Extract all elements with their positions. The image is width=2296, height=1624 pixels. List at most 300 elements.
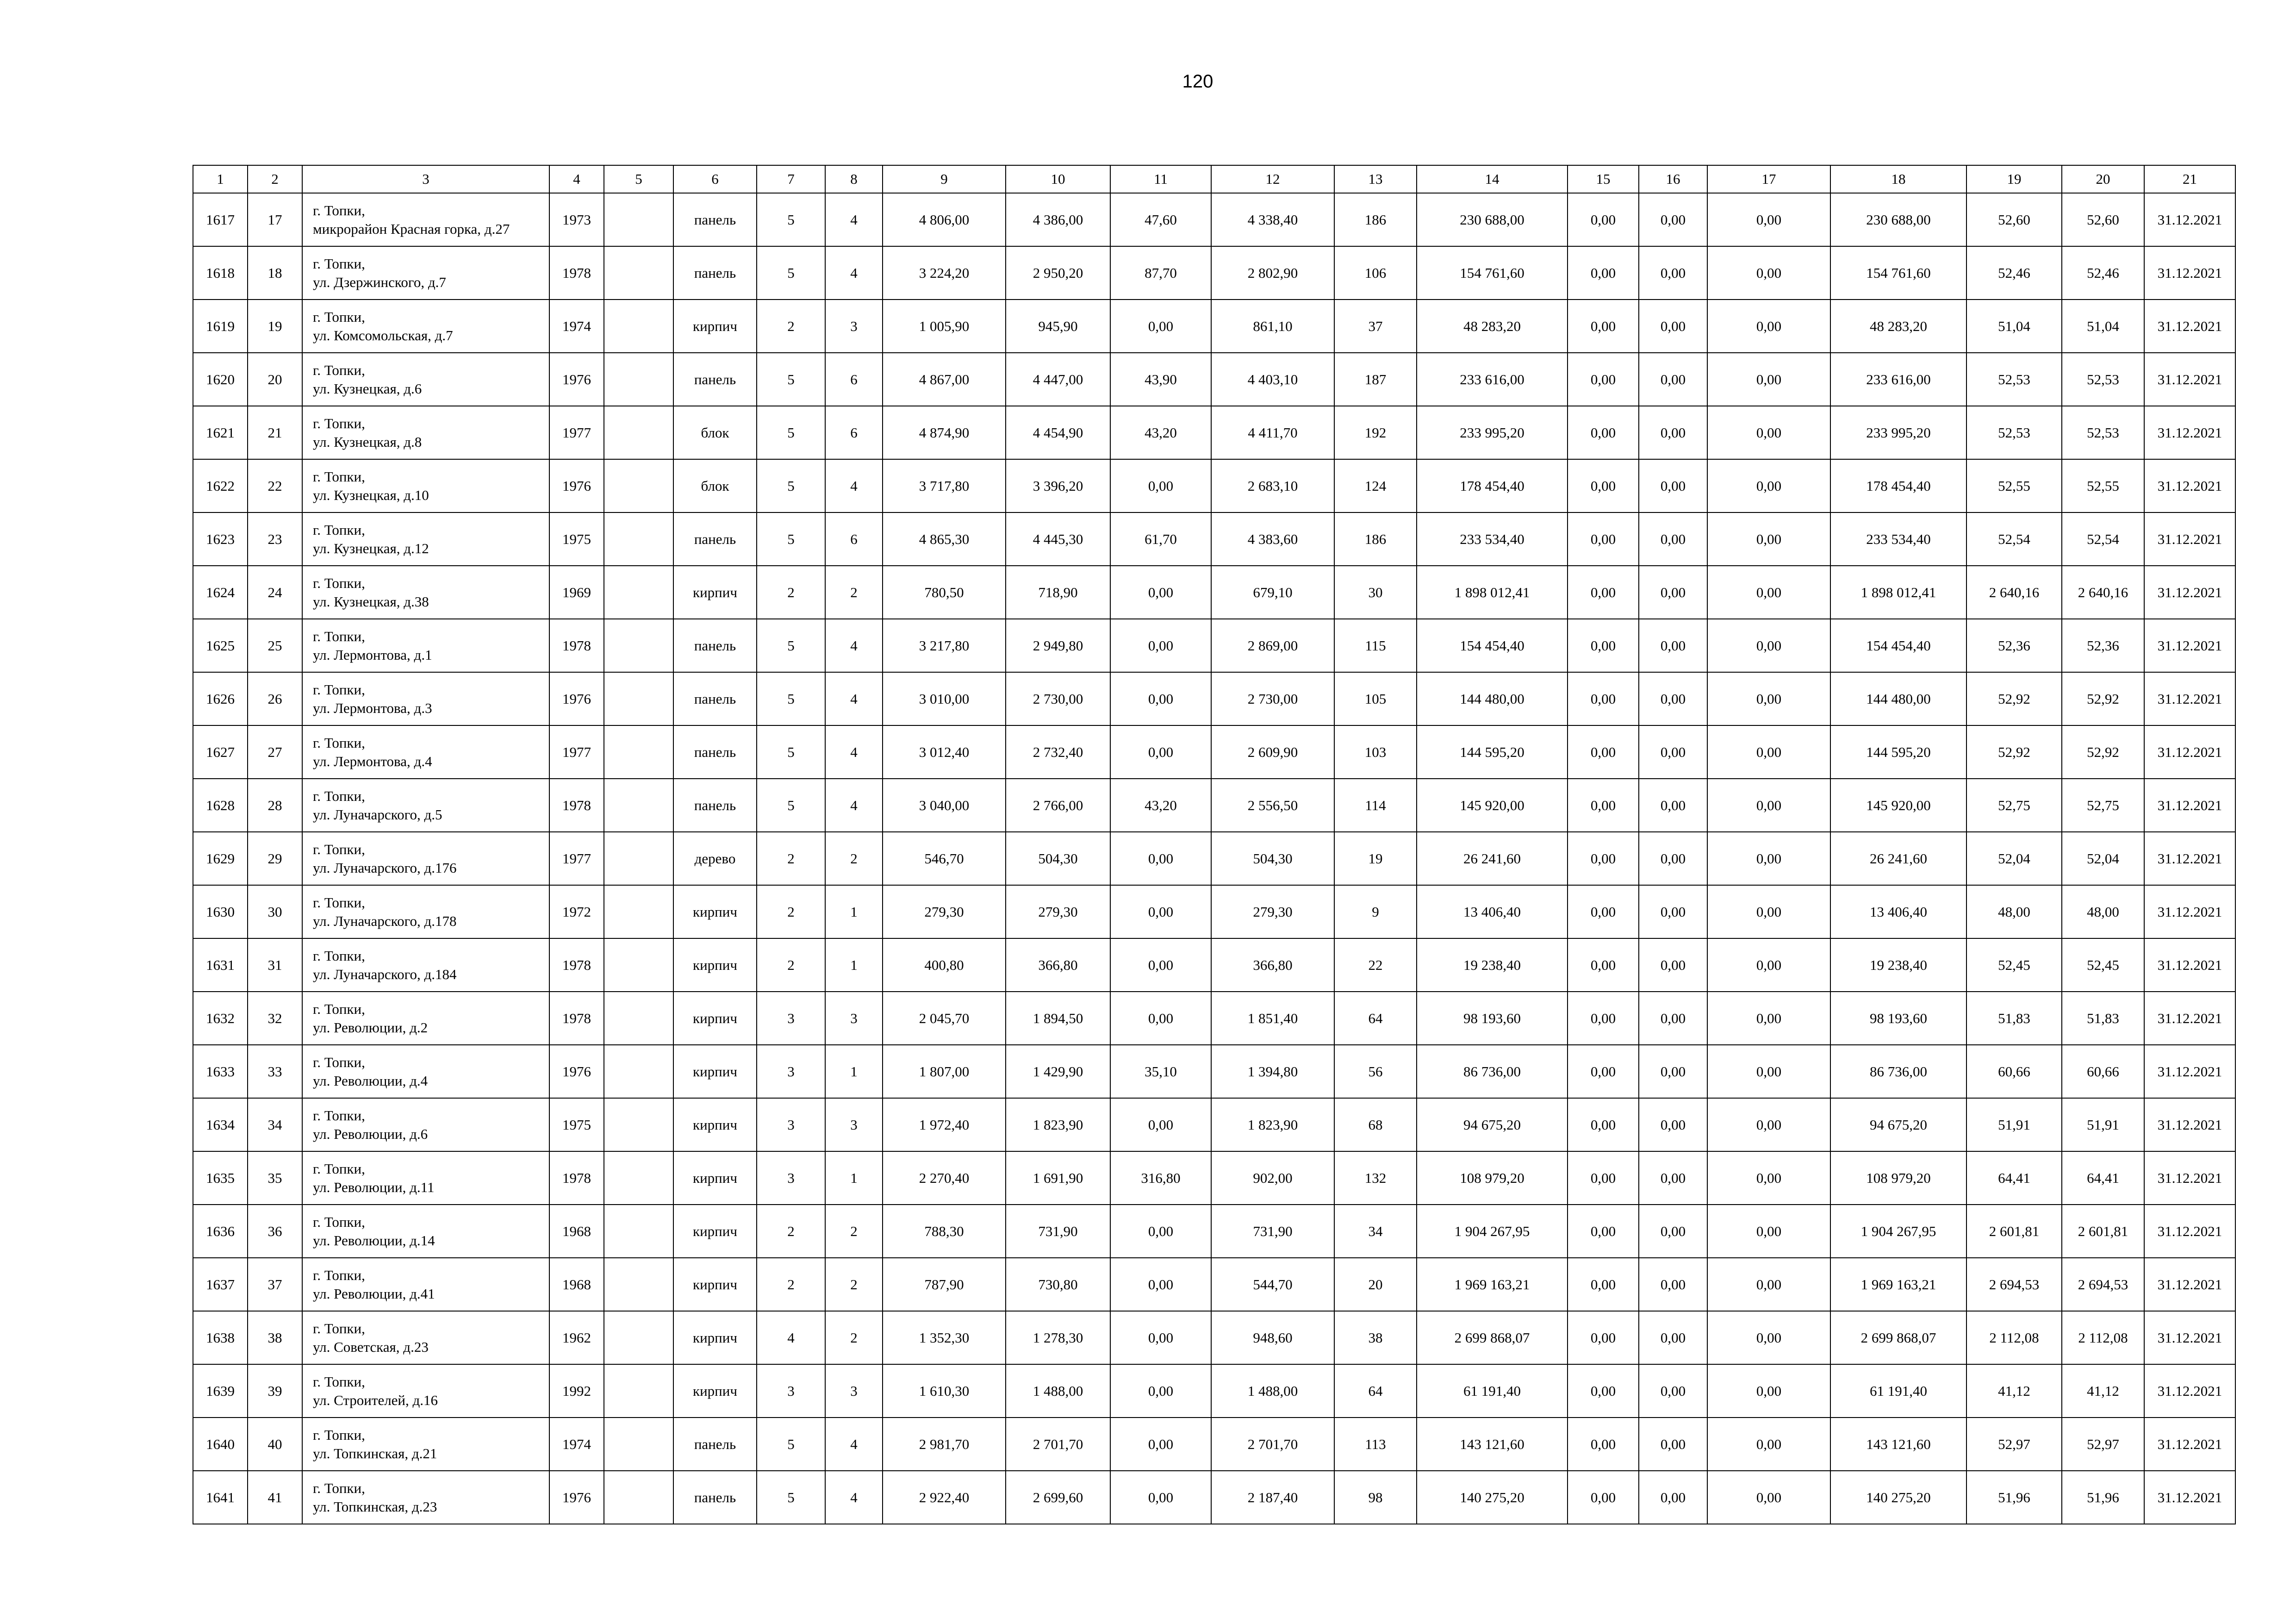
table-cell: 31	[248, 938, 302, 992]
column-number-7: 7	[757, 165, 825, 193]
table-row	[193, 353, 2235, 406]
table-row	[193, 1045, 2235, 1098]
address-cell	[302, 459, 549, 512]
table-cell	[604, 619, 673, 672]
table-cell: 52,97	[1966, 1418, 2062, 1471]
table-cell: 3 217,80	[883, 619, 1006, 672]
table-cell: 0,00	[1639, 885, 1707, 938]
table-cell: 1621	[193, 406, 248, 459]
table-cell: 26 241,60	[1417, 832, 1568, 885]
table-cell: 31.12.2021	[2144, 1045, 2235, 1098]
table-cell: 1629	[193, 832, 248, 885]
table-cell: 0,00	[1568, 1311, 1639, 1364]
table-cell: 18	[248, 246, 302, 300]
address-cell	[302, 885, 549, 938]
table-cell: 1633	[193, 1045, 248, 1098]
table-cell: 5	[757, 353, 825, 406]
table-cell: 1	[825, 1151, 883, 1205]
table-cell: 31.12.2021	[2144, 832, 2235, 885]
table-cell: 230 688,00	[1830, 193, 1966, 246]
address-city: г. Топки,	[313, 947, 365, 964]
table-cell: 1627	[193, 725, 248, 779]
table-cell: кирпич	[673, 1364, 757, 1418]
table-cell: 64,41	[2062, 1151, 2144, 1205]
table-cell: 1 691,90	[1006, 1151, 1110, 1205]
table-cell: кирпич	[673, 1311, 757, 1364]
table-cell: 3	[757, 1045, 825, 1098]
address-city: г. Топки,	[313, 894, 365, 911]
table-cell: 52,92	[1966, 672, 2062, 725]
table-cell	[604, 992, 673, 1045]
table-cell: 6	[825, 353, 883, 406]
table-cell: 28	[248, 779, 302, 832]
table-cell: 61,70	[1110, 512, 1211, 566]
table-cell	[604, 459, 673, 512]
table-cell: 68	[1334, 1098, 1417, 1151]
table-cell: панель	[673, 1418, 757, 1471]
table-cell	[604, 300, 673, 353]
table-cell: 0,00	[1707, 1205, 1830, 1258]
table-cell: 86 736,00	[1417, 1045, 1568, 1098]
table-cell: 0,00	[1639, 459, 1707, 512]
table-cell: 2 112,08	[1966, 1311, 2062, 1364]
table-cell: 0,00	[1639, 832, 1707, 885]
table-cell: 2 701,70	[1006, 1418, 1110, 1471]
table-cell: 0,00	[1639, 1151, 1707, 1205]
table-cell: 0,00	[1110, 300, 1211, 353]
table-cell: 5	[757, 1418, 825, 1471]
table-cell: 731,90	[1006, 1205, 1110, 1258]
table-cell: 43,90	[1110, 353, 1211, 406]
address-cell	[302, 725, 549, 779]
table-cell: 31.12.2021	[2144, 672, 2235, 725]
column-number-1: 1	[193, 165, 248, 193]
table-cell: 0,00	[1639, 1471, 1707, 1524]
address-city: г. Топки,	[313, 1054, 365, 1070]
table-cell: 3 396,20	[1006, 459, 1110, 512]
table-cell: 1634	[193, 1098, 248, 1151]
table-cell: 0,00	[1568, 300, 1639, 353]
table-cell: кирпич	[673, 1098, 757, 1151]
table-cell: 26 241,60	[1830, 832, 1966, 885]
table-cell: 17	[248, 193, 302, 246]
table-cell: 40	[248, 1418, 302, 1471]
table-cell: 52,53	[2062, 353, 2144, 406]
table-cell: 0,00	[1568, 1151, 1639, 1205]
table-cell: 39	[248, 1364, 302, 1418]
table-cell: 4	[825, 1418, 883, 1471]
table-cell: 718,90	[1006, 566, 1110, 619]
table-cell: 902,00	[1211, 1151, 1334, 1205]
table-cell: 0,00	[1707, 725, 1830, 779]
table-cell: 52,97	[2062, 1418, 2144, 1471]
table-cell: 0,00	[1707, 779, 1830, 832]
table-cell: 2 732,40	[1006, 725, 1110, 779]
table-cell: 34	[1334, 1205, 1417, 1258]
table-cell: 38	[248, 1311, 302, 1364]
table-cell: 51,91	[2062, 1098, 2144, 1151]
table-cell: 0,00	[1639, 1364, 1707, 1418]
table-cell: 0,00	[1110, 992, 1211, 1045]
table-cell: 31.12.2021	[2144, 406, 2235, 459]
table-cell: 1625	[193, 619, 248, 672]
table-cell: 29	[248, 832, 302, 885]
table-cell: 1977	[549, 832, 604, 885]
address-city: г. Топки,	[313, 1107, 365, 1124]
table-row	[193, 938, 2235, 992]
table-row	[193, 832, 2235, 885]
table-cell: 1976	[549, 1471, 604, 1524]
table-cell: 19 238,40	[1417, 938, 1568, 992]
table-cell: 124	[1334, 459, 1417, 512]
table-cell: 0,00	[1707, 1418, 1830, 1471]
table-row	[193, 246, 2235, 300]
table-cell: 0,00	[1110, 1311, 1211, 1364]
table-cell: 3 010,00	[883, 672, 1006, 725]
table-cell: 0,00	[1707, 512, 1830, 566]
address-city: г. Топки,	[313, 1480, 365, 1496]
table-cell: 98 193,60	[1830, 992, 1966, 1045]
table-cell: 233 534,40	[1417, 512, 1568, 566]
table-cell	[604, 1098, 673, 1151]
address-city: г. Топки,	[313, 468, 365, 485]
table-cell: 504,30	[1006, 832, 1110, 885]
table-row	[193, 1258, 2235, 1311]
table-cell: 2 701,70	[1211, 1418, 1334, 1471]
table-row	[193, 779, 2235, 832]
table-cell: 544,70	[1211, 1258, 1334, 1311]
table-cell: 1 610,30	[883, 1364, 1006, 1418]
table-cell: 504,30	[1211, 832, 1334, 885]
table-cell: 52,92	[1966, 725, 2062, 779]
table-cell: 52,04	[1966, 832, 2062, 885]
table-cell: 3	[825, 1098, 883, 1151]
table-cell: 98 193,60	[1417, 992, 1568, 1045]
table-cell: 1976	[549, 459, 604, 512]
table-cell: 114	[1334, 779, 1417, 832]
column-number-18: 18	[1830, 165, 1966, 193]
address-cell	[302, 1418, 549, 1471]
table-cell: 0,00	[1707, 193, 1830, 246]
table-cell	[604, 1311, 673, 1364]
table-cell: 1632	[193, 992, 248, 1045]
table-cell: 52,46	[1966, 246, 2062, 300]
address-city: г. Топки,	[313, 362, 365, 378]
table-cell: 52,53	[2062, 406, 2144, 459]
table-cell: 0,00	[1707, 406, 1830, 459]
table-cell	[604, 566, 673, 619]
table-cell: 52,54	[2062, 512, 2144, 566]
address-cell	[302, 353, 549, 406]
table-cell: 1976	[549, 1045, 604, 1098]
table-row	[193, 193, 2235, 246]
table-row	[193, 1311, 2235, 1364]
address-street: ул. Революции, д.14	[313, 1232, 435, 1249]
address-street: ул. Революции, д.6	[313, 1125, 428, 1142]
table-cell: 31.12.2021	[2144, 193, 2235, 246]
address-street: ул. Кузнецкая, д.6	[313, 380, 422, 397]
table-row	[193, 512, 2235, 566]
housing-registry-table	[193, 165, 2236, 1524]
table-cell: 178 454,40	[1417, 459, 1568, 512]
table-cell: 1978	[549, 779, 604, 832]
table-cell: 52,46	[2062, 246, 2144, 300]
table-cell: 1636	[193, 1205, 248, 1258]
address-cell	[302, 1311, 549, 1364]
table-cell: 1631	[193, 938, 248, 992]
table-cell: 4 867,00	[883, 353, 1006, 406]
table-cell: 0,00	[1639, 779, 1707, 832]
table-cell: 3	[757, 992, 825, 1045]
address-street: ул. Дзержинского, д.7	[313, 274, 446, 290]
table-cell: 27	[248, 725, 302, 779]
address-street: ул. Кузнецкая, д.12	[313, 540, 429, 556]
column-number-8: 8	[825, 165, 883, 193]
address-street: ул. Революции, д.41	[313, 1285, 435, 1302]
table-cell: 2	[757, 938, 825, 992]
table-cell: 0,00	[1568, 672, 1639, 725]
address-street: ул. Советская, д.23	[313, 1338, 429, 1355]
table-cell: 1978	[549, 992, 604, 1045]
table-cell	[604, 832, 673, 885]
table-cell: 52,53	[1966, 353, 2062, 406]
table-cell: 4 454,90	[1006, 406, 1110, 459]
table-cell: 1 005,90	[883, 300, 1006, 353]
table-cell	[604, 938, 673, 992]
table-cell: 52,92	[2062, 725, 2144, 779]
address-street: ул. Луначарского, д.176	[313, 859, 457, 876]
table-cell: 0,00	[1110, 725, 1211, 779]
table-cell: 31.12.2021	[2144, 779, 2235, 832]
table-cell: 0,00	[1707, 1311, 1830, 1364]
table-cell: 2 766,00	[1006, 779, 1110, 832]
table-cell: 64,41	[1966, 1151, 2062, 1205]
table-cell: 35	[248, 1151, 302, 1205]
table-cell: 0,00	[1707, 1151, 1830, 1205]
table-cell	[604, 779, 673, 832]
table-cell: 51,83	[1966, 992, 2062, 1045]
table-cell: 31.12.2021	[2144, 1311, 2235, 1364]
column-number-11: 11	[1110, 165, 1211, 193]
table-cell: 31.12.2021	[2144, 1151, 2235, 1205]
table-cell: 0,00	[1639, 1205, 1707, 1258]
table-cell: 52,36	[2062, 619, 2144, 672]
table-cell: 3	[757, 1098, 825, 1151]
address-street: ул. Кузнецкая, д.10	[313, 487, 429, 503]
table-cell: 2 869,00	[1211, 619, 1334, 672]
table-cell: 5	[757, 619, 825, 672]
table-cell	[604, 1364, 673, 1418]
address-street: ул. Топкинская, д.23	[313, 1498, 437, 1515]
table-cell: 1639	[193, 1364, 248, 1418]
column-number-17: 17	[1707, 165, 1830, 193]
table-cell: 31.12.2021	[2144, 1364, 2235, 1418]
table-cell: 31.12.2021	[2144, 1418, 2235, 1471]
table-cell: 48 283,20	[1417, 300, 1568, 353]
table-cell: 2 187,40	[1211, 1471, 1334, 1524]
table-cell: 31.12.2021	[2144, 512, 2235, 566]
table-cell: 31.12.2021	[2144, 246, 2235, 300]
table-cell: 1628	[193, 779, 248, 832]
table-cell: 1968	[549, 1258, 604, 1311]
address-street: ул. Лермонтова, д.3	[313, 700, 432, 716]
column-number-21: 21	[2144, 165, 2235, 193]
table-cell: 3	[757, 1151, 825, 1205]
table-cell: 2	[825, 566, 883, 619]
table-cell: 143 121,60	[1830, 1418, 1966, 1471]
table-cell: 2 730,00	[1211, 672, 1334, 725]
table-cell: 31.12.2021	[2144, 1098, 2235, 1151]
table-cell: 1 898 012,41	[1830, 566, 1966, 619]
table-cell: 0,00	[1110, 1098, 1211, 1151]
table-cell: 31.12.2021	[2144, 885, 2235, 938]
address-city: г. Топки,	[313, 255, 365, 272]
table-cell: 0,00	[1568, 779, 1639, 832]
address-city: г. Топки,	[313, 1373, 365, 1390]
table-cell: 144 480,00	[1830, 672, 1966, 725]
table-cell: 400,80	[883, 938, 1006, 992]
table-cell: 0,00	[1707, 1471, 1830, 1524]
table-cell: 1638	[193, 1311, 248, 1364]
column-number-5: 5	[604, 165, 673, 193]
table-cell: 5	[757, 779, 825, 832]
table-cell: 4 806,00	[883, 193, 1006, 246]
column-number-16: 16	[1639, 165, 1707, 193]
table-cell: 52,75	[1966, 779, 2062, 832]
table-cell: 4	[825, 246, 883, 300]
table-cell: 2 683,10	[1211, 459, 1334, 512]
table-cell: 143 121,60	[1417, 1418, 1568, 1471]
table-cell: 5	[757, 1471, 825, 1524]
table-cell: 1 823,90	[1211, 1098, 1334, 1151]
table-cell: 43,20	[1110, 406, 1211, 459]
table-cell: 52,36	[1966, 619, 2062, 672]
table-row	[193, 459, 2235, 512]
table-cell: 1620	[193, 353, 248, 406]
table-cell: 1624	[193, 566, 248, 619]
table-cell: 2	[757, 566, 825, 619]
address-city: г. Топки,	[313, 681, 365, 698]
table-cell: 31.12.2021	[2144, 938, 2235, 992]
table-cell: 30	[1334, 566, 1417, 619]
table-cell: 0,00	[1639, 1418, 1707, 1471]
address-street: ул. Революции, д.4	[313, 1072, 428, 1089]
table-cell: 52,92	[2062, 672, 2144, 725]
table-row	[193, 619, 2235, 672]
table-cell: 0,00	[1568, 353, 1639, 406]
table-cell: 31.12.2021	[2144, 1471, 2235, 1524]
table-cell	[604, 1151, 673, 1205]
table-cell: 4 865,30	[883, 512, 1006, 566]
table-cell: 0,00	[1707, 353, 1830, 406]
table-cell: панель	[673, 672, 757, 725]
address-city: г. Топки,	[313, 308, 365, 325]
table-cell: 154 454,40	[1830, 619, 1966, 672]
table-cell: 0,00	[1639, 193, 1707, 246]
table-cell: 2	[757, 885, 825, 938]
table-cell: 0,00	[1707, 885, 1830, 938]
table-cell: панель	[673, 246, 757, 300]
table-cell: 3	[825, 300, 883, 353]
table-cell: 0,00	[1639, 512, 1707, 566]
table-cell: 154 454,40	[1417, 619, 1568, 672]
table-cell: 1 904 267,95	[1830, 1205, 1966, 1258]
table-cell: 5	[757, 512, 825, 566]
table-cell: 87,70	[1110, 246, 1211, 300]
table-cell: блок	[673, 406, 757, 459]
table-cell: 0,00	[1568, 938, 1639, 992]
table-cell: 108 979,20	[1417, 1151, 1568, 1205]
table-cell: 1617	[193, 193, 248, 246]
table-cell: 0,00	[1639, 1098, 1707, 1151]
table-cell: 2	[825, 1311, 883, 1364]
column-number-6: 6	[673, 165, 757, 193]
table-cell: 4 445,30	[1006, 512, 1110, 566]
column-number-2: 2	[248, 165, 302, 193]
table-cell	[604, 885, 673, 938]
table-cell: 140 275,20	[1417, 1471, 1568, 1524]
table-cell: 1962	[549, 1311, 604, 1364]
table-cell: 2 699 868,07	[1830, 1311, 1966, 1364]
table-cell: 36	[248, 1205, 302, 1258]
table-cell: 730,80	[1006, 1258, 1110, 1311]
table-cell: 33	[248, 1045, 302, 1098]
table-cell: 31.12.2021	[2144, 459, 2235, 512]
table-cell: 4 338,40	[1211, 193, 1334, 246]
table-cell: 31.12.2021	[2144, 1205, 2235, 1258]
table-cell: 192	[1334, 406, 1417, 459]
table-cell: 1619	[193, 300, 248, 353]
table-cell: 52,55	[2062, 459, 2144, 512]
table-cell: 51,83	[2062, 992, 2144, 1045]
table-cell	[604, 193, 673, 246]
table-cell: 233 616,00	[1830, 353, 1966, 406]
table-cell	[604, 672, 673, 725]
table-cell: 98	[1334, 1471, 1417, 1524]
table-cell: 1 807,00	[883, 1045, 1006, 1098]
table-cell: 47,60	[1110, 193, 1211, 246]
table-cell: 233 534,40	[1830, 512, 1966, 566]
table-cell: кирпич	[673, 566, 757, 619]
table-cell: 31.12.2021	[2144, 619, 2235, 672]
table-cell: 1969	[549, 566, 604, 619]
table-cell: 52,45	[2062, 938, 2144, 992]
table-cell: 113	[1334, 1418, 1417, 1471]
table-cell: 945,90	[1006, 300, 1110, 353]
table-cell: 2 694,53	[1966, 1258, 2062, 1311]
address-cell	[302, 1471, 549, 1524]
table-cell: 1641	[193, 1471, 248, 1524]
table-cell: блок	[673, 459, 757, 512]
table-cell: 20	[248, 353, 302, 406]
table-cell: 0,00	[1568, 1364, 1639, 1418]
table-cell: 0,00	[1568, 992, 1639, 1045]
table-cell: 0,00	[1568, 885, 1639, 938]
table-cell: кирпич	[673, 885, 757, 938]
table-cell: 56	[1334, 1045, 1417, 1098]
address-cell	[302, 832, 549, 885]
table-cell: 52,60	[2062, 193, 2144, 246]
table-cell: 31.12.2021	[2144, 725, 2235, 779]
column-number-15: 15	[1568, 165, 1639, 193]
table-cell: 2 949,80	[1006, 619, 1110, 672]
table-cell: 5	[757, 246, 825, 300]
table-cell: 1	[825, 1045, 883, 1098]
address-cell	[302, 1205, 549, 1258]
table-cell: 108 979,20	[1830, 1151, 1966, 1205]
table-cell: 780,50	[883, 566, 1006, 619]
table-cell: 0,00	[1639, 725, 1707, 779]
